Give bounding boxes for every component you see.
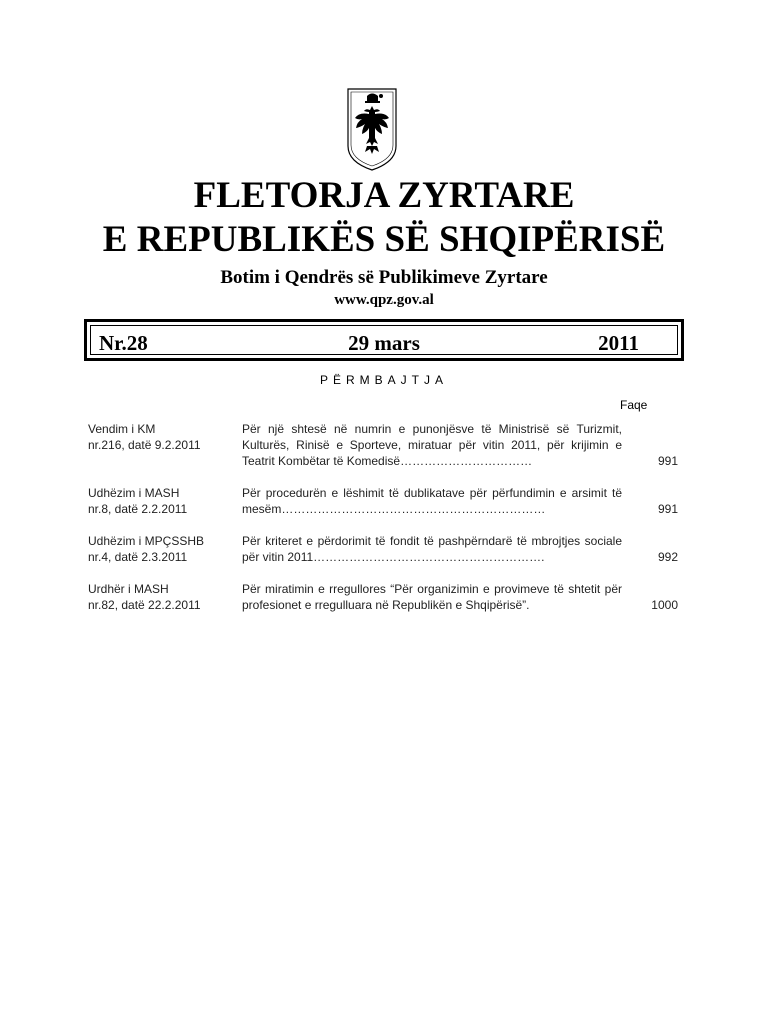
entry-page-number: 992 [657,550,678,564]
entry-act-type: Udhëzim i MPÇSSHB [88,534,205,548]
issue-year: 2011 [598,331,639,355]
entry-act-type: Vendim i KM [88,422,156,436]
issue-info-box [84,319,684,361]
gazette-title: FLETORJA ZYRTARE [193,175,575,216]
entry-description: Për miratimin e rregullores “Për organizimin e provimeve të shtetit për profesionet e rregulluara në Republikën e Shqipërisë”. [242,582,622,612]
issue-date: 29 mars [348,331,420,355]
entry-page-number: 991 [657,454,678,468]
issue-number: Nr.28 [99,331,148,355]
entry-act [88,533,238,565]
gazette-title-line2: E REPUBLIKËS SË SHQIPËRISË [102,219,666,260]
entry-act [88,421,238,453]
entry-act-type: Udhëzim i MASH [88,486,180,500]
page-column-label: Faqe [620,398,648,412]
entry-act-type: Urdhër i MASH [88,582,169,596]
contents-entry[interactable] [88,533,678,567]
entry-act-ref: nr.216, datë 9.2.2011 [88,438,201,452]
entry-act [88,485,238,517]
contents-heading: PËRMBAJTJA [319,373,448,387]
entry-description: Për kriteret e përdorimit të fondit të pashpërndarë të mbrojtjes sociale për vitin 2011…………………………………………………. [242,534,622,564]
entry-act-ref: nr.8, datë 2.2.2011 [88,502,188,516]
contents-entry[interactable] [88,485,678,519]
albanian-coat-of-arms-icon [345,86,399,172]
publisher-subtitle: Botim i Qendrës së Publikimeve Zyrtare [220,267,548,288]
entry-page-number: 991 [657,502,678,516]
entry-description: Për procedurën e lëshimit të dublikatave për përfundimin e arsimit të mesëm………………………………………………………… [242,486,622,516]
entry-act-ref: nr.82, datë 22.2.2011 [88,598,201,612]
website-link[interactable]: www.qpz.gov.al [334,292,434,308]
entry-page-number: 1000 [651,598,678,612]
entry-act [88,581,238,613]
contents-entry[interactable] [88,581,678,615]
entry-act-ref: nr.4, datë 2.3.2011 [88,550,188,564]
issue-info-inner-border [90,325,678,355]
entry-description: Për një shtesë në numrin e punonjësve të Ministrisë së Turizmit, Kulturës, Rinisë e Sporteve, miratuar për vitin 2011, për krijimin e Teatrit Kombëtar të Komedisë…………………………… [242,422,622,468]
contents-entry[interactable] [88,421,678,471]
